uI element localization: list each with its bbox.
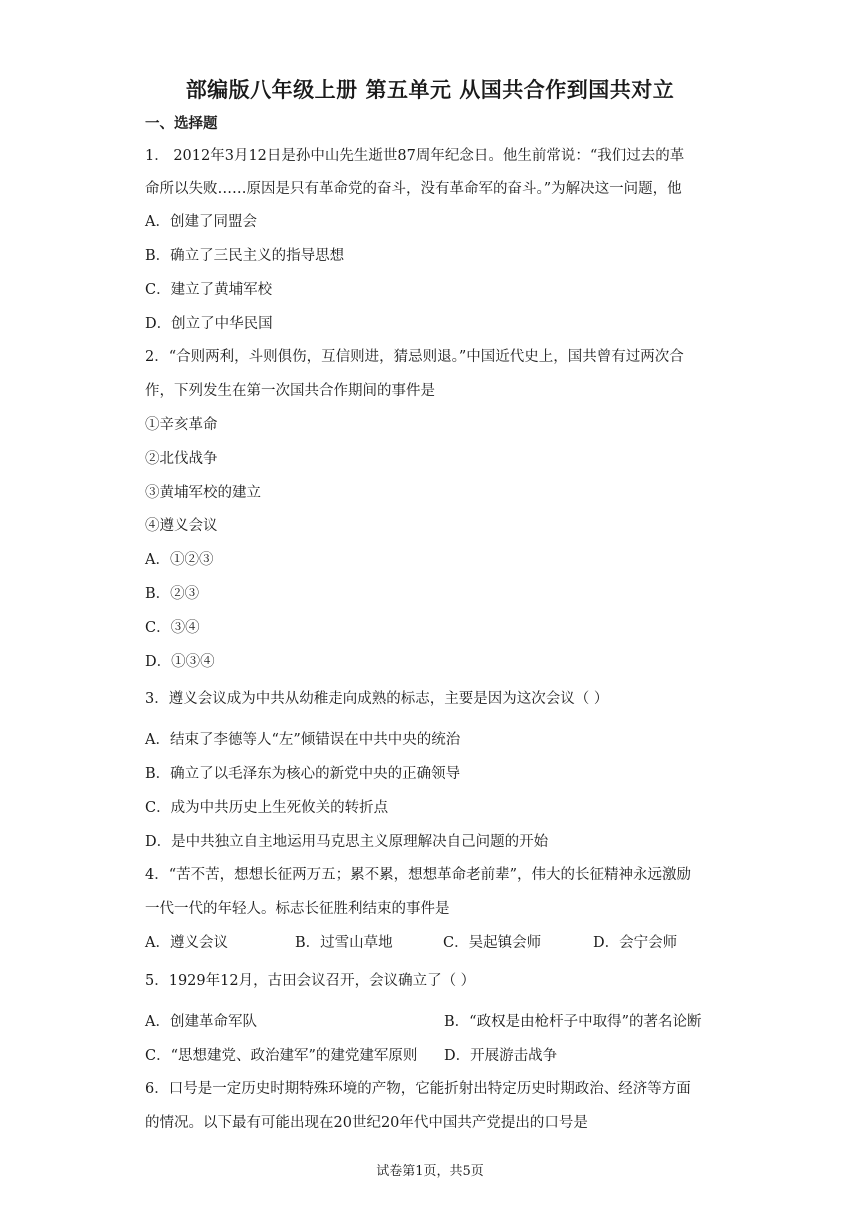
section-heading: 一、选择题 [145,116,218,132]
q4-stem-line-1: 4．“苦不苦，想想长征两万五；累不累，想想革命老前辈”，伟大的长征精神永远激励 [145,867,692,883]
q3-option-d: D．是中共独立自主地运用马克思主义原理解决自己问题的开始 [145,834,549,850]
q5-option-a: A．创建革命军队 [145,1014,257,1030]
q1-option-b: B．确立了三民主义的指导思想 [145,248,345,264]
page-footer: 试卷第1页，共5页 [376,1164,484,1179]
q1-stem-line-2: 命所以失败……原因是只有革命党的奋斗，没有革命军的奋斗。”为解决这一问题，他 [145,181,682,197]
q3-option-a: A．结束了李德等人“左”倾错误在中共中央的统治 [145,732,461,748]
q3-option-b: B．确立了以毛泽东为核心的新党中央的正确领导 [145,766,461,782]
q2-item-4: ④遵义会议 [145,518,218,534]
q2-option-b: B．②③ [145,586,200,602]
q5-stem: 5．1929年12月，古田会议召开，会议确立了（ ） [145,973,476,989]
q1-option-c: C．建立了黄埔军校 [145,282,273,298]
q3-stem: 3．遵义会议成为中共从幼稚走向成熟的标志，主要是因为这次会议（ ） [145,691,609,707]
q1-option-a: A．创建了同盟会 [145,214,257,230]
q4-option-c: C．吴起镇会师 [443,935,542,951]
q4-option-b: B．过雪山草地 [295,935,393,951]
q2-stem-line-1: 2．“合则两利，斗则俱伤，互信则进，猜忌则退。”中国近代史上，国共曾有过两次合 [145,349,684,365]
q5-option-c: C．“思想建党、政治建军”的建党建军原则 [145,1048,418,1064]
q6-stem-line-1: 6．口号是一定历史时期特殊环境的产物，它能折射出特定历史时期政治、经济等方面 [145,1081,691,1097]
q2-item-3: ③黄埔军校的建立 [145,485,261,501]
q2-stem-line-2: 作，下列发生在第一次国共合作期间的事件是 [145,383,435,399]
q3-option-c: C．成为中共历史上生死攸关的转折点 [145,800,389,816]
q4-option-d: D．会宁会师 [593,935,678,951]
q2-item-2: ②北伐战争 [145,451,218,467]
q5-option-d: D．开展游击战争 [444,1048,558,1064]
q1-option-d: D．创立了中华民国 [145,316,273,332]
q2-option-d: D．①③④ [145,654,215,670]
page-title: 部编版八年级上册 第五单元 从国共合作到国共对立 [185,78,675,102]
q4-option-a: A．遵义会议 [145,935,228,951]
q4-stem-line-2: 一代一代的年轻人。标志长征胜利结束的事件是 [145,901,450,917]
q2-option-c: C．③④ [145,620,200,636]
q6-stem-line-2: 的情况。以下最有可能出现在20世纪20年代中国共产党提出的口号是 [145,1115,588,1131]
q1-stem-line-1: 1． 2012年3月12日是孙中山先生逝世87周年纪念日。他生前常说：“我们过去的革 [145,148,685,164]
q2-item-1: ①辛亥革命 [145,417,218,433]
q5-option-b: B．“政权是由枪杆子中取得”的著名论断 [444,1014,702,1030]
q2-option-a: A．①②③ [145,552,214,568]
